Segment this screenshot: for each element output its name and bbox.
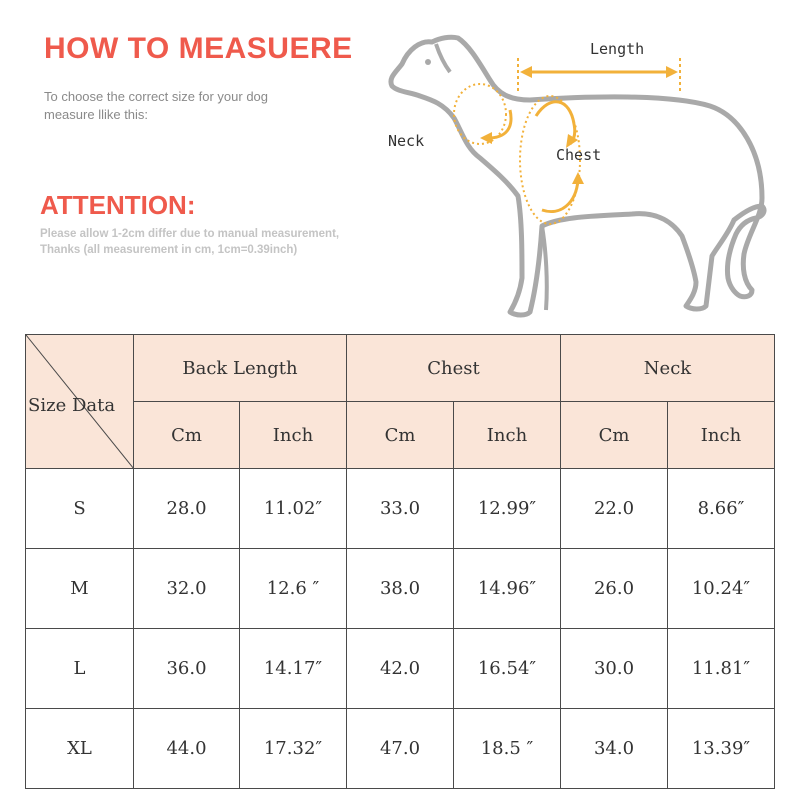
size-cell: S — [26, 469, 134, 549]
value-cell: 47.0 — [347, 709, 454, 789]
dog-ear — [436, 44, 450, 72]
size-cell: XL — [26, 709, 134, 789]
value-cell: 30.0 — [561, 629, 668, 709]
unit-cell: Cm — [347, 402, 454, 469]
attention-heading: ATTENTION: — [40, 190, 196, 220]
unit-cell: Cm — [134, 402, 240, 469]
corner-cell — [26, 335, 134, 469]
chest-arrow-bottom — [542, 180, 578, 212]
table-row-xl — [26, 709, 775, 789]
length-label: Length — [590, 40, 645, 58]
intro-line-2: measure llike this: — [44, 107, 149, 122]
value-cell: 22.0 — [561, 469, 668, 549]
unit-cell: Inch — [454, 402, 561, 469]
value-cell: 38.0 — [347, 549, 454, 629]
intro-text — [44, 88, 324, 124]
value-cell: 13.39″ — [668, 709, 775, 789]
table-row-s — [26, 469, 775, 549]
neck-arrowhead — [480, 132, 492, 144]
value-cell: 42.0 — [347, 629, 454, 709]
dog-measurement-diagram — [370, 20, 780, 330]
note-line-2: Thanks (all measurement in cm, 1cm=0.39inch) — [40, 244, 298, 256]
value-cell: 26.0 — [561, 549, 668, 629]
dog-eye — [425, 59, 431, 65]
group-header-row — [26, 335, 775, 402]
intro-line-1: To choose the correct size for your dog — [44, 89, 269, 104]
value-cell: 12.99″ — [454, 469, 561, 549]
value-cell: 36.0 — [134, 629, 240, 709]
group-back-length: Back Length — [134, 335, 347, 402]
unit-header-row — [26, 402, 775, 469]
value-cell: 16.54″ — [454, 629, 561, 709]
neck-label: Neck — [388, 132, 425, 150]
size-cell: L — [26, 629, 134, 709]
size-chart-table — [25, 334, 775, 789]
length-arrowhead-right — [666, 66, 678, 78]
chest-label: Chest — [556, 146, 602, 164]
group-neck: Neck — [561, 335, 775, 402]
unit-cell: Cm — [561, 402, 668, 469]
value-cell: 11.02″ — [240, 469, 347, 549]
value-cell: 14.96″ — [454, 549, 561, 629]
dog-hind-leg-inner — [542, 226, 547, 310]
note-line-1: Please allow 1-2cm differ due to manual measurement, — [40, 228, 340, 240]
corner-label: Size Data — [28, 395, 116, 416]
unit-cell: Inch — [240, 402, 347, 469]
value-cell: 18.5 ″ — [454, 709, 561, 789]
value-cell: 12.6 ″ — [240, 549, 347, 629]
attention-note — [40, 226, 420, 258]
table-row-m — [26, 549, 775, 629]
size-cell: M — [26, 549, 134, 629]
value-cell: 34.0 — [561, 709, 668, 789]
value-cell: 17.32″ — [240, 709, 347, 789]
group-chest: Chest — [347, 335, 561, 402]
value-cell: 11.81″ — [668, 629, 775, 709]
value-cell: 33.0 — [347, 469, 454, 549]
value-cell: 8.66″ — [668, 469, 775, 549]
unit-cell: Inch — [668, 402, 775, 469]
length-arrowhead-left — [520, 66, 532, 78]
table-row-l — [26, 629, 775, 709]
value-cell: 32.0 — [134, 549, 240, 629]
value-cell: 14.17″ — [240, 629, 347, 709]
chest-arrowhead-bottom — [572, 172, 584, 184]
page-title: HOW TO MEASUERE — [44, 32, 353, 65]
value-cell: 44.0 — [134, 709, 240, 789]
value-cell: 10.24″ — [668, 549, 775, 629]
value-cell: 28.0 — [134, 469, 240, 549]
